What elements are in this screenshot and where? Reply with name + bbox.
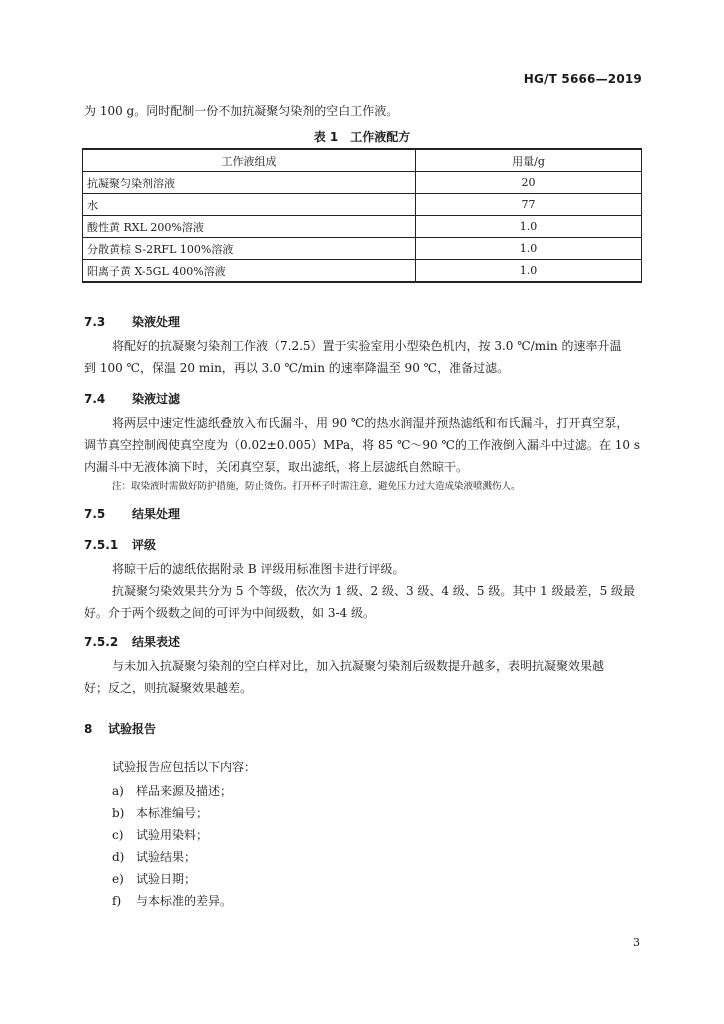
section-number: 8 — [84, 722, 93, 736]
list-item — [112, 892, 232, 909]
table-row — [83, 216, 642, 238]
table-row — [83, 194, 642, 216]
section-title: 结果表述 — [132, 635, 181, 649]
table-cell-amount: 1.0 — [416, 216, 642, 238]
list-item — [112, 870, 196, 887]
table-cell-amount: 77 — [416, 194, 642, 216]
section-number: 7.5.2 — [84, 635, 119, 649]
section-number: 7.3 — [84, 315, 106, 329]
list-item — [112, 826, 208, 843]
paragraph-line: 与未加入抗凝聚匀染剂的空白样对比，加入抗凝聚匀染剂后级数提升越多，表明抗凝聚效果越 — [112, 659, 605, 673]
paragraph-line: 好。介于两个级数之间的可评为中间级数，如 3-4 级。 — [84, 606, 375, 620]
page-number: 3 — [633, 936, 640, 949]
section-7-5-heading — [84, 505, 180, 522]
section-number: 7.5.1 — [84, 538, 119, 552]
paragraph-line: 将配好的抗凝聚匀染剂工作液（7.2.5）置于实验室用小型染色机内，按 3.0 ℃/min 的速率升温 — [112, 339, 622, 353]
section-7-5-2-heading — [84, 633, 180, 650]
section-title: 试验报告 — [108, 722, 157, 736]
report-intro: 试验报告应包括以下内容： — [112, 760, 257, 774]
table-cell-composition: 酸性黄 RXL 200%溶液 — [83, 216, 416, 238]
list-marker: b) — [112, 806, 125, 820]
list-marker: e) — [112, 872, 124, 886]
list-text: 试验结果； — [136, 850, 197, 864]
list-item — [112, 782, 232, 799]
list-text: 试验日期； — [136, 872, 197, 886]
safety-note: 注：取染液时需做好防护措施，防止烫伤。打开杯子时需注意，避免压力过大造成染液喷溅伤人。 — [112, 481, 521, 492]
table-cell-amount: 20 — [416, 172, 642, 194]
list-marker: d) — [112, 850, 125, 864]
list-text: 与本标准的差异。 — [136, 894, 233, 908]
table-header-row — [83, 149, 642, 172]
table-cell-composition: 阳离子黄 X-5GL 400%溶液 — [83, 260, 416, 283]
paragraph-line: 内漏斗中无液体滴下时，关闭真空泵，取出滤纸，将上层滤纸自然晾干。 — [84, 460, 469, 474]
section-7-5-1-heading — [84, 536, 156, 553]
section-number: 7.5 — [84, 507, 106, 521]
paragraph-line: 将两层中速定性滤纸叠放入布氏漏斗，用 90 ℃的热水润湿并预热滤纸和布氏漏斗，打开真空泵， — [112, 416, 629, 430]
section-title: 结果处理 — [132, 507, 181, 521]
table-title: 表 1 工作液配方 — [313, 130, 411, 144]
list-item — [112, 804, 208, 821]
list-text: 试验用染料； — [136, 828, 209, 842]
table-cell-composition: 抗凝聚匀染剂溶液 — [83, 172, 416, 194]
standard-code: HG/T 5666—2019 — [523, 72, 642, 86]
table-cell-amount: 1.0 — [416, 260, 642, 283]
table-cell-composition: 水 — [83, 194, 416, 216]
section-title: 评级 — [132, 538, 157, 552]
section-7-4-heading — [84, 390, 180, 407]
table-cell-amount: 1.0 — [416, 238, 642, 260]
list-marker: a) — [112, 784, 124, 798]
list-item — [112, 848, 196, 865]
paragraph-line: 抗凝聚匀染效果共分为 5 个等级，依次为 1 级、2 级、3 级、4 级、5 级。其中 1 级最差，5 级最 — [112, 584, 636, 598]
section-7-3-heading — [84, 313, 180, 330]
table-row — [83, 238, 642, 260]
table-cell-composition: 分散黄棕 S-2RFL 100%溶液 — [83, 238, 416, 260]
section-8-heading — [84, 720, 156, 737]
intro-line: 为 100 g。同时配制一份不加抗凝聚匀染剂的空白工作液。 — [84, 104, 399, 118]
table-row — [83, 172, 642, 194]
paragraph-line: 到 100 ℃，保温 20 min，再以 3.0 ℃/min 的速率降温至 90 ℃，准备过滤。 — [84, 361, 510, 375]
paragraph-line: 调节真空控制阀使真空度为（0.02±0.005）MPa，将 85 ℃～90 ℃的工作液倒入漏斗中过滤。在 10 s — [84, 438, 640, 452]
list-text: 本标准编号； — [136, 806, 209, 820]
list-marker: f) — [112, 894, 122, 908]
section-title: 染液过滤 — [132, 392, 181, 406]
table-row — [83, 260, 642, 283]
recipe-table — [82, 148, 642, 283]
table-header-amount: 用量/g — [416, 149, 642, 172]
list-marker: c) — [112, 828, 124, 842]
paragraph-line: 将晾干后的滤纸依据附录 B 评级用标准图卡进行评级。 — [112, 562, 405, 576]
section-number: 7.4 — [84, 392, 106, 406]
table-header-composition: 工作液组成 — [83, 149, 416, 172]
list-text: 样品来源及描述； — [136, 784, 233, 798]
paragraph-line: 好；反之，则抗凝聚效果越差。 — [84, 681, 253, 695]
section-title: 染液处理 — [132, 315, 181, 329]
